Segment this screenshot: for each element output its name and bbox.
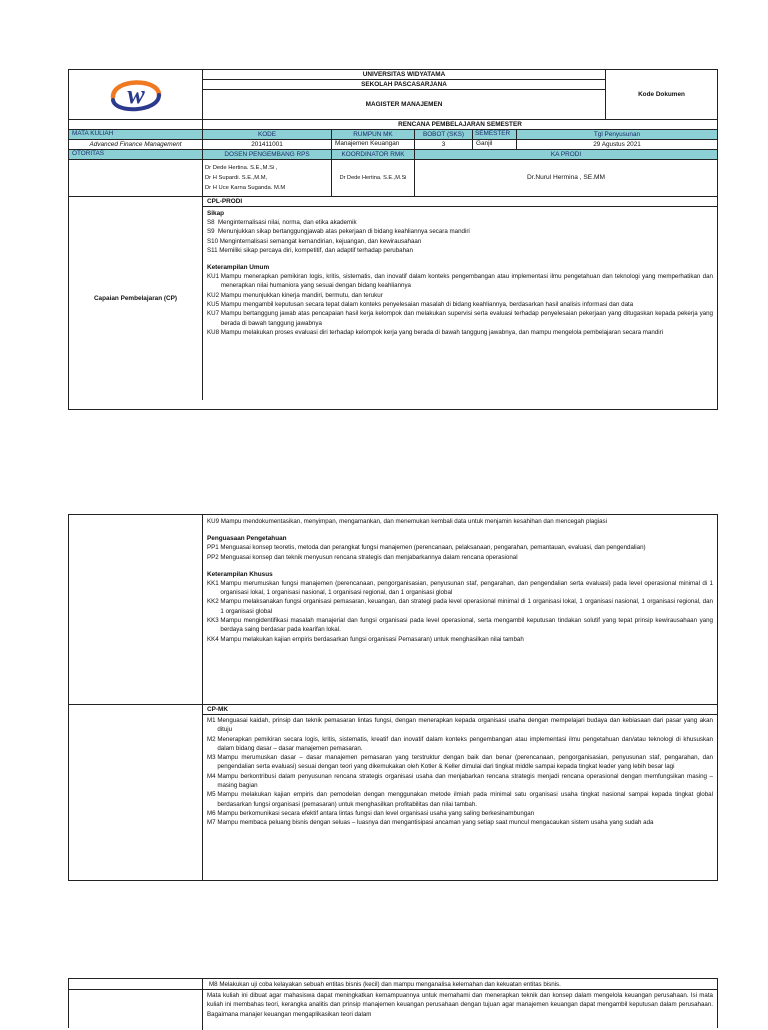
cpmk-item: [207, 790, 713, 809]
cpmk-item: [207, 735, 713, 754]
program-name: MAGISTER MANAJEMEN: [365, 100, 443, 108]
item-text: Mampu membaca peluang bisnis dengan seluas – luasnya dan mengantisipasi ancaman yang setiap saat muncul mengacaukan sistem usaha yang sudah ada: [217, 819, 654, 827]
pp-item: [207, 543, 713, 552]
label-tgl: Tgl Penyusunan: [593, 130, 641, 138]
item-text: Mampu merumuskan fungsi manajemen (perencanaan, pengorganisasian, penyusunan staf, pengarahan, dan pengendalian serta evaluasi) pada level operasional minimal di 1 organisasi lokal, 1 organisasi nasional, 1 organisasi regional, dan 1 organisasi global: [220, 579, 713, 597]
item-text: Menginternalisasi nilai, norma, dan etika akademik: [218, 219, 357, 226]
cp-label: Capaian Pembelajaran (CP): [69, 197, 203, 400]
page-1: [68, 69, 718, 410]
item-code: M3: [207, 754, 218, 762]
sikap-title: Sikap: [207, 210, 225, 217]
developer-list: [203, 160, 332, 196]
item-text: Mampu melakukan proses evaluasi diri terhadap kelompok kerja yang berada di bawah tanggung jawabnya, dan mampu mengelola pembelajaran secara mandiri: [220, 328, 664, 336]
developer-2: Dr H Supardi. S.E.,M.M,: [205, 175, 268, 181]
item-text: Menguasai kaidah, prinsip dan teknik pemasaran lintas fungsi, dengan menerapkan kepada organisasi usaha dengan mempelajari budaya dan kebiasaan dari pasar yang akan dituju: [217, 717, 713, 734]
item-text: Mampu berkontribusi dalam penyusunan rencana strategis organisasi usaha dan menjabarkan rencana strategis menjadi rencana operasional dengan memfungsikan masing – masing bagian: [217, 772, 713, 790]
kk-title: Keterampilan Khusus: [207, 570, 273, 578]
pp-item: [207, 553, 713, 562]
head-name: Dr.Nurul Hermina , SE.MM: [526, 174, 606, 181]
course-date: 29 Agustus 2021: [593, 140, 641, 148]
item-code: KU9: [207, 518, 221, 525]
ku-item: [207, 291, 713, 300]
plan-title-row: [69, 120, 717, 130]
item-text: Mampu melakukan kajian empiris dan pemodelan dengan menggunakan metode ilmiah pada minimal satu organisasi usaha tingkat nasional sampai kepada tingkat global berdasarkan fungsi organisasi (pemasaran) untuk menghasilkan profitabilitas dan nilai tambah.: [217, 791, 713, 808]
item-code: S8: [207, 219, 219, 226]
doc-header: [69, 70, 717, 120]
cp-continued-row: [69, 515, 717, 705]
cpmk-item: [207, 818, 713, 827]
item-text: Mampu menunjukkan kinerja mandiri, bermutu, dan terukur: [220, 291, 383, 299]
item-text: Mampu mendokumentasikan, menyimpan, mengamankan, dan menemukan kembali data untuk menjamin kesahihan dan mencegah plagiasi: [220, 518, 608, 525]
label-kaprodi: KA PRODI: [550, 150, 582, 158]
coordinator-name: Dr Dede Hertina. S.E.,M.Si: [332, 160, 415, 196]
kk-item: [207, 597, 713, 616]
sikap-item: [207, 227, 713, 236]
university-name: UNIVERSITAS WIDYATAMA: [203, 70, 605, 80]
page-3: [68, 978, 718, 1028]
cpmk-item: [207, 772, 713, 791]
m8-row: [69, 979, 717, 990]
cpl-title: CPL-PRODI: [203, 197, 717, 207]
item-text: Memiliki sikap percaya diri, kompetitif, dan adaptif terhadap perubahan: [219, 246, 413, 254]
item-text: Mampu bertanggung jawab atas pencapaian hasil kerja kelompok dan melakukan supervisi serta evaluasi terhadap penyelesaian pekerjaan yang ditugaskan kepada pekerja yang berada di bawah tanggung jawabnya: [220, 310, 713, 327]
item-code: KU5: [207, 301, 221, 309]
cpmk-title: CP-MK: [203, 705, 717, 715]
kk-item: [207, 579, 713, 598]
kk-item: [207, 635, 713, 644]
item-text: Menginternalisasi semangat kemandirian, kejuangan, dan kewirausahaan: [219, 237, 422, 245]
blank-cell: [69, 120, 203, 129]
item-code: M4: [207, 772, 218, 780]
label-mata-kuliah: MATA KULIAH: [69, 130, 203, 139]
item-code: M1: [207, 717, 218, 724]
item-code: KK1: [207, 579, 221, 587]
ku-item: [207, 309, 713, 328]
course-code: 201411001: [203, 140, 332, 149]
developer-3: Dr H Uce Karna Suganda. M.M: [205, 185, 286, 191]
cpmk-item: [207, 753, 713, 772]
school-name: SEKOLAH PASCASARJANA: [203, 80, 605, 90]
cpmk-item: [207, 716, 713, 735]
label-dosen: DOSEN PENGEMBANG RPS: [203, 150, 332, 159]
item-code: PP1: [207, 544, 221, 552]
item-text: Menunjukkan sikap bertanggungjawab atas pekerjaan di bidang keahliannya secara mandiri: [218, 228, 470, 236]
m8-text: M8 Melakukan uji coba kelayakan sebuah entitas bisnis (kecil) dan mampu menganalisa kelemahan dan kekuatan entitas bisnis.: [209, 981, 561, 988]
blank-cell: [69, 705, 203, 880]
logo-letter: w: [126, 79, 145, 109]
cpmk-row: [69, 705, 717, 880]
page-2: [68, 514, 718, 881]
sikap-item: [207, 218, 713, 227]
blank-cell: [69, 515, 203, 704]
item-text: Menguasai konsep teoretis, metoda dan perangkat fungsi manajemen (perencanaan, pelaksanaan, pengarahan, pemantauan, evaluasi, dan pengendalian): [220, 544, 646, 552]
title-block: [203, 70, 606, 119]
item-code: KK4: [207, 635, 221, 643]
item-text: Mampu melakukan kajian empiris berdasarkan fungsi organisasi Pemasaran) untuk menghasilkan nilai tambah: [220, 635, 524, 643]
item-code: KU7: [207, 310, 221, 318]
item-code: S9: [207, 228, 219, 236]
ku-item: [207, 272, 713, 291]
item-code: KK3: [207, 617, 221, 625]
blank-cell: [69, 990, 203, 1030]
label-semester: SEMESTER: [473, 130, 517, 139]
pp-title: Penguasaan Pengetahuan: [207, 535, 287, 543]
item-code: M5: [207, 791, 218, 799]
ku-item: [207, 517, 713, 526]
course-sks: 3: [415, 140, 473, 149]
course-rumpun: Manajemen Keuangan: [332, 140, 415, 149]
cpmk-content: [203, 705, 717, 880]
course-name: Advanced Finance Management: [69, 140, 203, 149]
item-text: Mampu menerapkan pemikiran logis, kritis, sistematis, dan inovatif dalam konteks pengembangan atau implementasi ilmu pengetahuan dan teknologi yang memperhatikan dan menerapkan nilai humaniora yang sesuai dengan bidang keahliannya: [220, 273, 713, 290]
course-value-row: [69, 140, 717, 150]
item-text: Mampu melaksanakan fungsi organisasi pemasaran, keuangan, dan strategi pada level operasional minimal di 1 organisasi lokal, 1 organisasi nasional, 1 organisasi regional, dan 1 organisasi global: [220, 598, 713, 615]
item-code: KK2: [207, 598, 221, 606]
plan-title: RENCANA PEMBELAJARAN SEMESTER: [398, 120, 522, 128]
item-code: S10: [207, 237, 220, 245]
item-text: Mampu mengambil keputusan secara tepat dalam konteks penyelesaian masalah di bidang keahliannya, berdasarkan hasil analisis informasi dan data: [220, 301, 634, 309]
developer-1: Dr Dede Hertina. S.E.,M.Si ,: [205, 165, 278, 171]
course-description: Mata kuliah ini dibuat agar mahasiswa dapat meningkatkan kemampuannya untuk memahami dan menerapkan teknik dan konsep dalam mengelola keuangan perusahaan. Isi mata kuliah ini membahas teori, kerangka analitis dan prinsip manajemen keuangan perusahaan dengan tujuan agar manajemen keuangan dapat mengambil keputusan dalam perusahaan. Bagaimana manajer keuangan mengaplikasikan teori dalam: [207, 992, 713, 1018]
cpmk-item: [207, 809, 713, 818]
item-code: S11: [207, 246, 220, 254]
label-kode: KODE: [203, 130, 332, 139]
description-row: [69, 990, 717, 1030]
sikap-item: [207, 246, 713, 255]
label-otoritas: OTORITAS: [69, 150, 203, 159]
item-code: M6: [207, 809, 218, 817]
label-bobot: BOBOT (SKS): [415, 130, 473, 139]
authority-label-row: [69, 150, 717, 160]
authority-value-row: [69, 160, 717, 197]
course-semester: Ganjil: [473, 140, 517, 149]
cp-content: [203, 197, 717, 400]
ku-title: Keterampilan Umum: [207, 264, 270, 272]
item-code: M7: [207, 819, 218, 827]
label-koordinator: KOORDINATOR RMK: [332, 150, 415, 159]
cp-continued-content: [203, 515, 717, 704]
label-rumpun: RUMPUN MK: [332, 130, 415, 139]
blank-cell: [69, 979, 203, 989]
item-text: Mampu berkomunikasi secara efektif antara lintas fungsi dan level organisasi usaha yang saling berkesinambungan: [217, 809, 535, 817]
item-code: KU8: [207, 328, 221, 336]
item-code: PP2: [207, 553, 221, 561]
doc-code-label: Kode Dokumen: [638, 90, 685, 98]
item-text: Mampu mengidentifikasi masalah manajerial dan fungsi organisasi pada level operasional, serta mengambil keputusan tindakan solutif yang tepat prinsip kewirausahaan yang berdaya saing berdasar pada kearifan lokal.: [220, 617, 713, 634]
kk-item: [207, 616, 713, 635]
university-logo-icon: [101, 70, 171, 119]
logo-cell: [69, 70, 203, 119]
item-code: KU1: [207, 273, 221, 281]
item-text: Menerapkan pemikiran secara logis, kritis, sistematis, kreatif dan inovatif dalam konteks pengembangan atau implementasi ilmu pengetahuan dan/atau teknologi di khususkan dalam bidang dasar – dasar manajemen pemasaran.: [217, 735, 713, 752]
cp-row: [69, 197, 717, 400]
ku-item: [207, 300, 713, 309]
item-text: Menguasai konsep dan teknik menyusun rencana strategis dan menjabarkannya dalam rencana operasional: [220, 553, 518, 561]
ku-item: [207, 328, 713, 337]
item-code: M2: [207, 735, 218, 743]
item-text: Mampu merumuskan dasar – dasar manajemen pemasaran yang terstruktur dengan baik dan benar (perencanaan, pengorganisasian, penyusunan staf, pengarahan, dan pengendalian serta evaluasi) sesuai dengan teori yang dikemukakan oleh Kotler & Keller dimulai dari tingkat middle sampai kepada tingkat leader yang lebih besar lagi: [217, 754, 713, 771]
item-code: KU2: [207, 291, 221, 299]
blank-cell: [69, 160, 203, 196]
sikap-item: [207, 237, 713, 246]
course-label-row: [69, 130, 717, 140]
